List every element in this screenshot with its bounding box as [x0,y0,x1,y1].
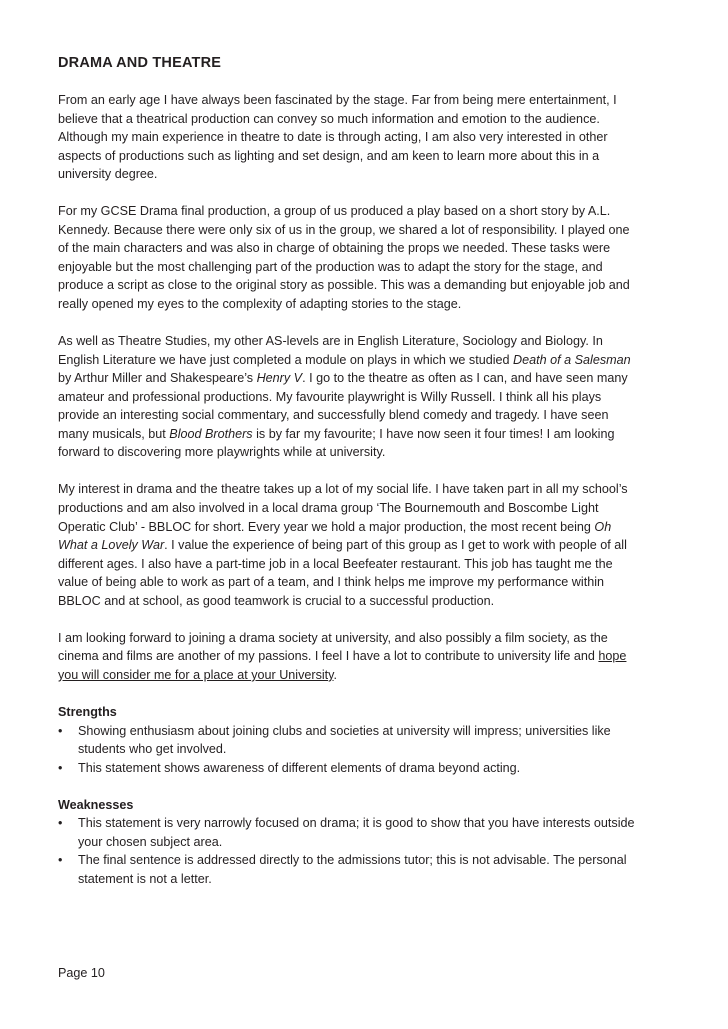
text-line [58,499,688,518]
text-segment: I am looking forward to joining a drama society at university, and also possibly a film society, as the [58,630,608,645]
list-item [58,722,688,759]
text-line [58,276,688,295]
text-line [58,388,688,407]
weaknesses-list [58,814,688,888]
bullet-icon: • [58,816,63,831]
text-line [58,351,688,370]
text-segment: many musicals, but [58,426,170,441]
text-line [58,518,688,537]
text-segment: believe that a theatrical production can convey so much information and emotion to the audience. [58,111,600,126]
text-segment: provide an interesting social commentary, and successfully blend comedy and tragedy. I have seen [58,408,609,423]
text-segment: forward to discovering more playwrights while at university. [58,445,386,460]
paragraph [58,332,688,462]
bullet-icon: • [58,760,63,775]
underlined-text: you will consider me for a place at your University [58,667,334,682]
text-segment: Although my main experience in theatre to date is through acting, I am also very interested in other [58,130,608,145]
text-segment: Operatic Club’ - BBLOC for short. Every year we hold a major production, the most recent being [58,519,595,534]
paragraph [58,91,688,184]
text-segment: produce a script as close to the original story as possible. This was a demanding but enjoyable job and [58,278,630,293]
text-line [58,647,688,666]
text-segment: English Literature we have just completed a module on plays in which we studied [58,352,514,367]
text-segment: My interest in drama and the theatre takes up a lot of my social life. I have taken part in all my school’s [58,482,628,497]
list-item [58,759,688,778]
italic-title: Henry V [256,371,303,386]
paragraph [58,480,688,610]
text-segment: really opened my eyes to the complexity of adapting stories to the stage. [58,297,462,312]
text-line: Showing enthusiasm about joining clubs and societies at university will impress; universities like [78,723,611,738]
page-number: Page 10 [58,966,105,980]
text-line: This statement is very narrowly focused on drama; it is good to show that you have interests outside [78,816,635,831]
text-line [58,332,688,351]
text-segment: enjoyable but the most challenging part of the production was to adapt the story for the stage, and [58,259,603,274]
text-line [58,555,688,574]
text-segment: BBLOC and at school, as good teamwork is crucial to a successful production. [58,593,495,608]
list-item [58,814,688,851]
text-segment: . I go to the theatre as often as I can, and have seen many [302,371,628,386]
paragraph [58,629,688,685]
strengths-heading: Strengths [58,705,117,720]
text-line [58,165,688,184]
text-segment: aspects of productions such as lighting and set design, and am keen to learn more about this in a [58,148,600,163]
bullet-icon: • [58,853,63,868]
text-segment: productions and am also involved in a local drama group ‘The Bournemouth and Boscombe Light [58,501,599,516]
text-segment: by Arthur Miller and Shakespeare’s [58,371,257,386]
text-line: your chosen subject area. [78,834,223,849]
italic-title: What a Lovely War [58,538,165,553]
text-line [58,573,688,592]
statement-body [58,91,688,907]
text-line [58,91,688,110]
list-item [58,851,688,888]
text-line [58,128,688,147]
text-segment: . I value the experience of being part of this group as I get to work with people of all [164,538,627,553]
text-segment: As well as Theatre Studies, my other AS-levels are in English Literature, Sociology and Biology. In [58,334,603,349]
text-line: statement is not a letter. [78,871,212,886]
text-line [58,258,688,277]
text-segment: amateur and professional productions. My favourite playwright is Willy Russell. I think all his plays [58,389,602,404]
italic-title: Death of a Salesman [513,352,631,367]
text-line [58,425,688,444]
text-line [58,443,688,462]
text-segment: is by far my favourite; I have now seen it four times! I am looking [252,426,615,441]
text-line [58,239,688,258]
text-line [58,110,688,129]
text-line [58,629,688,648]
text-line [58,295,688,314]
text-segment: different ages. I also have a part-time job in a local Beefeater restaurant. This job has taught me the [58,556,613,571]
text-line [58,666,688,685]
strengths-list [58,722,688,778]
text-line [58,480,688,499]
text-segment: From an early age I have always been fascinated by the stage. Far from being mere entertainment, I [58,93,617,107]
text-segment: . [333,667,338,682]
text-segment: university degree. [58,167,158,182]
italic-title: Oh [594,519,612,534]
text-line [58,369,688,388]
text-line [58,221,688,240]
text-segment: For my GCSE Drama final production, a group of us produced a play based on a short story by A.L. [58,204,611,219]
weaknesses-heading: Weaknesses [58,797,134,812]
text-line: students who get involved. [78,742,227,757]
paragraph [58,202,688,313]
text-segment: cinema and films are another of my passions. I feel I have a lot to contribute to university life and [58,649,599,664]
text-line [58,592,688,611]
text-line [58,202,688,221]
text-line [58,406,688,425]
page-title: DRAMA AND THEATRE [58,55,222,71]
text-line: The final sentence is addressed directly to the admissions tutor; this is not advisable. The personal [78,853,627,868]
text-segment: of the main characters and was also in charge of obtaining the props we needed. These tasks were [58,241,611,256]
text-line [58,147,688,166]
text-segment: value of being able to work as part of a team, and I think helps me improve my performance within [58,575,605,590]
italic-title: Blood Brothers [169,426,253,441]
text-line [58,536,688,555]
bullet-icon: • [58,723,63,738]
underlined-text: hope [598,649,627,664]
text-line: This statement shows awareness of different elements of drama beyond acting. [78,760,521,775]
text-segment: Kennedy. Because there were only six of us in the group, we shared a lot of responsibility. I played one [58,222,630,237]
